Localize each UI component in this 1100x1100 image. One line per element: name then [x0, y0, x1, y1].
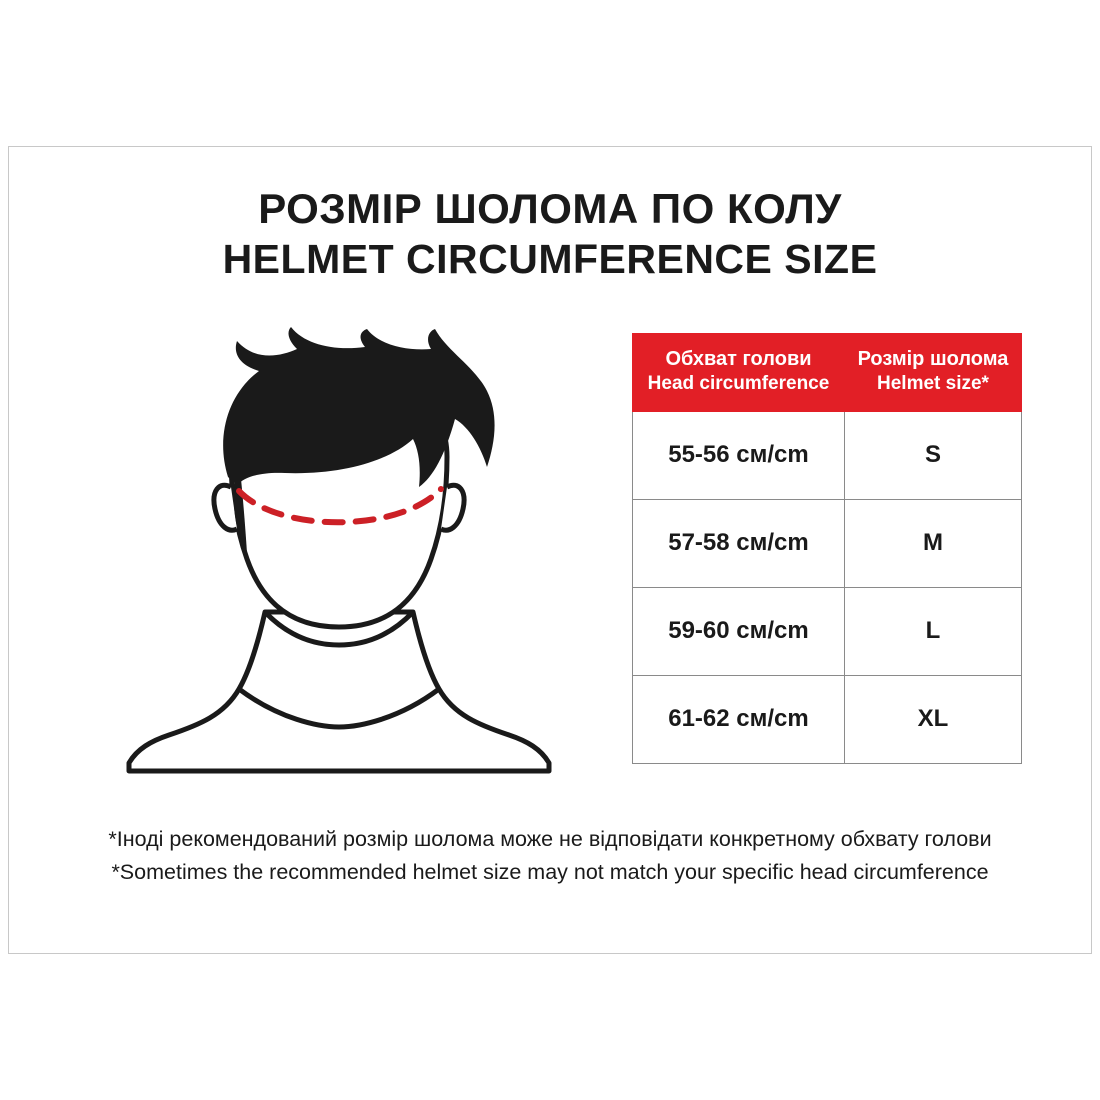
column-header-size-en: Helmet size* — [877, 373, 989, 394]
size-chart-card — [8, 146, 1092, 954]
column-header-circumference-uk: Обхват голови — [665, 348, 812, 370]
column-header-size-uk: Розмір шолома — [857, 348, 1009, 370]
table-row — [633, 587, 1022, 675]
table-body — [633, 411, 1022, 763]
cell-size: XL — [845, 675, 1022, 763]
cell-size: S — [845, 411, 1022, 499]
table-row — [633, 411, 1022, 499]
page-title-en: HELMET CIRCUMFERENCE SIZE — [222, 236, 878, 283]
cell-circumference: 57-58 см/cm — [633, 499, 845, 587]
chart-title-block — [9, 183, 1091, 284]
cell-size: L — [845, 587, 1022, 675]
footnotes — [9, 823, 1091, 890]
table-row — [633, 675, 1022, 763]
helmet-size-table — [632, 333, 1022, 764]
column-header-size — [845, 334, 1022, 412]
column-header-circumference — [633, 334, 845, 412]
table-header — [633, 334, 1022, 412]
cell-size: M — [845, 499, 1022, 587]
footnote-uk: *Іноді рекомендований розмір шолома може не відповідати конкретному обхвату голови — [108, 827, 992, 851]
head-illustration — [89, 327, 589, 787]
page-title-uk: РОЗМІР ШОЛОМА ПО КОЛУ — [258, 185, 842, 232]
cell-circumference: 59-60 см/cm — [633, 587, 845, 675]
cell-circumference: 55-56 см/cm — [633, 411, 845, 499]
head-silhouette-shape — [129, 327, 549, 771]
table-row — [633, 499, 1022, 587]
cell-circumference: 61-62 см/cm — [633, 675, 845, 763]
footnote-en: *Sometimes the recommended helmet size may not match your specific head circumference — [111, 860, 989, 885]
column-header-circumference-en: Head circumference — [647, 373, 830, 394]
table-header-row — [633, 334, 1022, 412]
